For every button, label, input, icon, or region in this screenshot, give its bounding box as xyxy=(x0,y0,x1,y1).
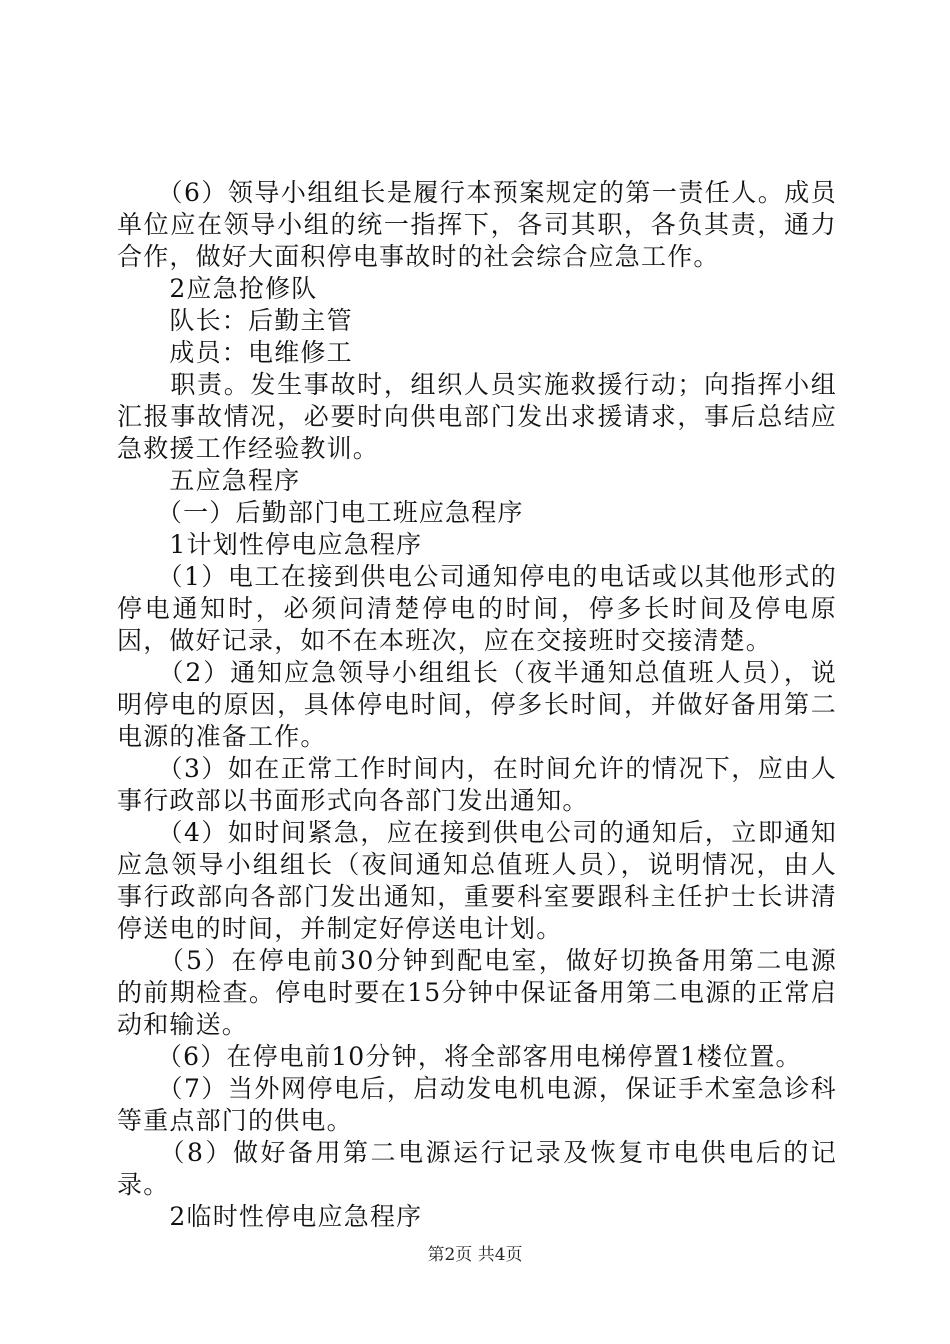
paragraph-step-8: （8）做好备用第二电源运行记录及恢复市电供电后的记录。 xyxy=(117,1138,837,1199)
paragraph-step-7: （7）当外网停电后，启动发电机电源，保证手术室急诊科等重点部门的供电。 xyxy=(117,1074,837,1135)
paragraph-step-6: （6）在停电前10分钟，将全部客用电梯停置1楼位置。 xyxy=(117,1042,802,1071)
heading-temporary-outage: 2临时性停电应急程序 xyxy=(117,1202,423,1231)
paragraph-step-1: （1）电工在接到供电公司通知停电的电话或以其他形式的停电通知时，必须问清楚停电的时间，停多长时间及停电原因，做好记录，如不在本班次，应在交接班时交接清楚。 xyxy=(117,562,837,655)
heading-emergency-procedure: 五应急程序 xyxy=(117,466,301,495)
paragraph-step-5: （5）在停电前30分钟到配电室，做好切换备用第二电源的前期检查。停电时要在15分钟中保证备用第二电源的正常启动和输送。 xyxy=(117,946,837,1039)
paragraph-step-3: （3）如在正常工作时间内，在时间允许的情况下，应由人事行政部以书面形式向各部门发出通知。 xyxy=(117,754,837,815)
paragraph-step-2: （2）通知应急领导小组组长（夜半通知总值班人员），说明停电的原因，具体停电时间，停多长时间，并做好备用第二电源的准备工作。 xyxy=(117,658,837,751)
paragraph-team-leader: 队长：后勤主管 xyxy=(117,306,353,335)
heading-emergency-repair-team: 2应急抢修队 xyxy=(117,274,318,303)
paragraph-step-4: （4）如时间紧急，应在接到供电公司的通知后，立即通知应急领导小组组长（夜间通知总值班人员），说明情况，由人事行政部向各部门发出通知，重要科室要跟科主任护士长讲清停送电的时间，并制定好停送电计划。 xyxy=(117,818,837,943)
paragraph-6-leader-responsibility: （6）领导小组组长是履行本预案规定的第一责任人。成员单位应在领导小组的统一指挥下，各司其职，各负其责，通力合作，做好大面积停电事故时的社会综合应急工作。 xyxy=(117,178,837,271)
paragraph-team-members: 成员：电维修工 xyxy=(117,338,353,367)
paragraph-duties: 职责。发生事故时，组织人员实施救援行动；向指挥小组汇报事故情况，必要时向供电部门发出求援请求，事后总结应急救援工作经验教训。 xyxy=(117,370,837,463)
page-footer: 第2页 共4页 xyxy=(427,1245,523,1265)
heading-electrician-procedure: （一）后勤部门电工班应急程序 xyxy=(117,498,524,527)
heading-planned-outage: 1计划性停电应急程序 xyxy=(117,530,423,559)
